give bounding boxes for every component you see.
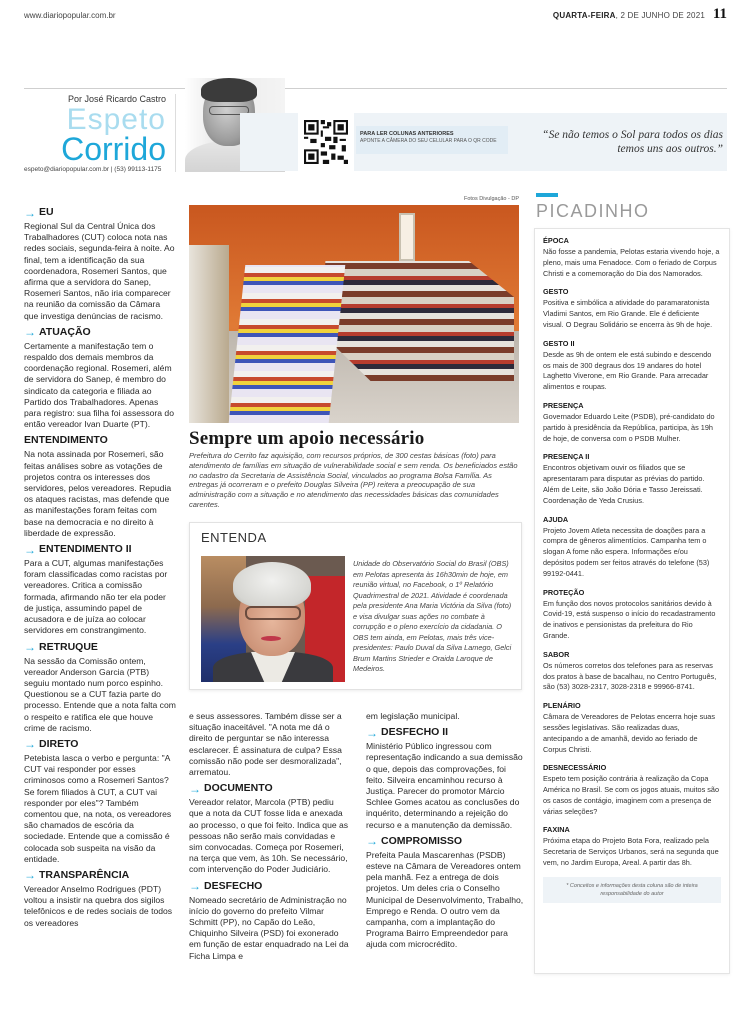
section-body: Para a CUT, algumas manifestações foram classificadas como racistas por vereadores. Critica a comissão formada, afirmando não ter ela poder de justiça, assumindo papel de acusadora e de juíza ao colocar servidores em constrangimento. [24, 558, 168, 636]
feature-photo [189, 205, 519, 423]
feature-headline: Sempre um apoio necessário [189, 428, 425, 449]
picadinho-item [543, 650, 721, 693]
section-heading [24, 738, 176, 751]
picadinho-item-body: Projeto Jovem Atleta necessita de doações para a compra de gêneros alimentícios. Campanha tem o slogan A fome não espera. Informações e/ou depósitos podem ser feitos através do telefone (53) 99192-0441. [543, 525, 710, 578]
section-body: Ministério Público ingressou com representação indicando a sua demissão o que, depois das comprovações, foi feito. Silveira encaminhou recurso à Justiça. Parecer do promotor Márcio Schlee Gomes acatou as conclusões do inquérito, determinando a rejeição do recurso e a manutenção da demissão. [366, 741, 523, 830]
picadinho-header [534, 193, 730, 222]
disclaimer-note: * Conceitos e informações desta coluna são de inteira responsabilidade do autor [543, 877, 721, 903]
picadinho-item [543, 401, 721, 444]
section-heading [189, 782, 349, 795]
section-heading [366, 835, 526, 848]
picadinho-item-body: Câmara de Vereadores de Pelotas encerra hoje suas sessões legislativas. São realizadas duas, antecipando a de amanhã, devido ao feriado de Corpus Christi. [543, 712, 715, 754]
entenda-text: Unidade do Observatório Social do Brasil (OBS) em Pelotas apresenta às 16h30min de hoje, em reunião virtual, no Facebook, o 1º Relatório Quadrimestral de 2021. Atividade é coordenada pela presidente Ana Maria Victória da Silva (foto) e visa divulgar suas ações no combate à corrupção e o pleno exercício da cidadania. O OBS tem ainda, em Pelotas, mais três vice-presidentes: Paulo Duval da Silva Lamego, Gelci Brum Martins Strieder e Oraida Laroque de Medeiros. [353, 559, 512, 673]
column-3 [366, 711, 526, 955]
section-heading [24, 543, 176, 556]
column-title-line2: Corrido [61, 131, 166, 167]
section-body: Prefeita Paula Mascarenhas (PSDB) esteve na Câmara de Vereadores ontem pela manhã. Fez a entrega de dois projetos. Um deles cria o Conselho Municipal de Desenvolvimento, Trabalho, Emprego e Renda. O outro vem da campanha, com a implantação do Programa Bairro Empreendedor para ajuda com microcrédito. [366, 849, 524, 950]
section-heading [24, 869, 176, 882]
header-divider [24, 88, 727, 89]
section-heading-text: ATUAÇÃO [39, 325, 91, 338]
column-masthead [24, 94, 166, 167]
qr-code[interactable] [298, 113, 354, 171]
picadinho-item-heading: ÉPOCA [543, 236, 569, 245]
section-heading-text: TRANSPARÊNCIA [39, 868, 130, 881]
section-heading-text: DESFECHO [204, 879, 263, 892]
section-heading [366, 726, 526, 739]
picadinho-item [543, 515, 721, 580]
qr-code-icon [304, 120, 348, 164]
picadinho-item-body: Os números corretos dos telefones para as reservas dos pratos à base de bacalhau, no Centro Português, são (53) 3028-2317, 3028-2318 e 99966-8741. [543, 660, 717, 692]
section-heading-text: DOCUMENTO [204, 782, 273, 795]
section-body: Regional Sul da Central Única dos Trabalhadores (CUT) coloca nota nas redes sociais, segunda-feira à noite. Ao final, tem a identificação da sua coordenadora, Rosemeri Santos, que afirma que a servidora do Sanep, Rosemeri Santos, não iria comparecer na reunião da comissão da Câmara que investiga denúncias de racismo. [24, 221, 175, 321]
picadinho-item-body: Em função dos novos protocolos sanitários devido à Covid-19, está suspenso o início do recadastramento de inativos e pensionistas da prefeitura do Rio Grande. [543, 598, 716, 640]
picadinho-item-body: Espeto tem posição contrária à realização da Copa América no Brasil. Se com os jogos atuais, muitos são os casos de contágio, imaginem com a presença de várias seleções? [543, 774, 720, 816]
page-number: 11 [712, 6, 727, 22]
picadinho-items [543, 236, 721, 869]
pull-quote: “Se não temos o Sol para todos os dias temos uns aos outros.” [542, 129, 723, 155]
date: , 2 DE JUNHO DE 2021 [615, 11, 705, 20]
picadinho-item [543, 763, 721, 817]
page-header [24, 8, 727, 28]
arrow-right-icon: → [24, 737, 36, 752]
arrow-right-icon: → [24, 542, 36, 557]
section-body: Nomeado secretário de Administração no início do governo do prefeito Vilmar Schmitt (PP), no Capão do Leão, Chiquinho Silveira (PSD) foi exonerado em função de estar enquadrado na Lei da Ficha Limpa e [189, 894, 349, 961]
picadinho-item [543, 287, 721, 330]
section-heading-text: DESFECHO II [381, 726, 449, 739]
picadinho-item-heading: PROTEÇÃO [543, 587, 585, 597]
picadinho-box [534, 228, 730, 974]
section-body: e seus assessores. Também disse ser a situação inaceitável. "A nota me dá o direito de perguntar se não interessa esclarecer. É assinatura de culpa? Essa comissão não pode ser desmoralizada", arrematou. [189, 711, 342, 778]
section-heading [189, 880, 349, 893]
entenda-photo [201, 556, 345, 682]
section-heading [24, 434, 176, 447]
arrow-right-icon: → [24, 205, 36, 220]
site-url[interactable]: www.diariopopular.com.br [24, 11, 116, 20]
qr-title: PARA LER COLUNAS ANTERIORES [360, 131, 454, 137]
picadinho-item [543, 588, 721, 642]
entenda-title: ENTENDA [201, 530, 267, 545]
section-heading-text: COMPROMISSO [381, 834, 463, 847]
column-2 [189, 711, 349, 966]
section-heading [24, 206, 176, 219]
arrow-right-icon: → [366, 834, 378, 849]
picadinho-title: PICADINHO [536, 201, 650, 221]
accent-bar [536, 193, 558, 197]
picadinho-item-body: Próxima etapa do Projeto Bota Fora, realizado pela Secretaria de Serviços Urbanos, será na segunda que vem, no Jardim Europa, Areal. A partir das 8h. [543, 836, 719, 868]
picadinho-item-body: Governador Eduardo Leite (PSDB), pré-candidato do partido à presidência da República, participa, às 19h de hoje, de conversa com o PSDB Mulher. [543, 411, 715, 443]
section-heading-text: DIRETO [39, 737, 79, 750]
picadinho-item [543, 452, 721, 506]
picadinho-item-body: Desde as 9h de ontem ele está subindo e descendo os mais de 300 degraus dos 19 andares do hotel Laghetto Viverone, em Rio Grande. Para arrecadar alimentos e roupas. [543, 349, 712, 392]
section-body: Petebista lasca o verbo e pergunta: "A CUT vai responder por esses criminosos como a Rosemeri Santos? Se forem filiados à CUT, a CUT vai responder por eles"? Também comentou que, na nota, os vereadores são chamados de escória da sociedade. Entende que a comissão é colocada sob suspeita na visão da entidade. [24, 752, 172, 864]
picadinho-item-heading: AJUDA [543, 514, 569, 524]
byline: Por José Ricardo Castro [67, 94, 166, 104]
picadinho-item-heading: PLENÁRIO [543, 701, 581, 711]
section-heading [24, 641, 176, 654]
picadinho-item-body: Encontros objetivam ouvir os filiados que se apresentaram para disputar as prévias do partido. Além de Leite, são João Dória e Tasso Jereissati. Coordenação de Yeda Crusius. [543, 463, 705, 505]
picadinho-item [543, 825, 721, 868]
picadinho-item-heading: SABOR [543, 649, 570, 659]
section-heading [24, 326, 176, 339]
picadinho-item-heading: PRESENÇA [543, 400, 584, 410]
picadinho-item-heading: DESNECESSÁRIO [543, 763, 607, 773]
author-contact[interactable]: espeto@diariopopular.com.br | (53) 99113-1175 [24, 166, 162, 173]
column-1 [24, 204, 176, 933]
section-body: Na sessão da Comissão ontem, vereador Anderson Garcia (PTB) seguiu montado num porco espinho. Questionou se a CUT fazia parte do processo. Entende que a nota falta com o respeito e ratifica ele que houve crime de racismo. [24, 655, 176, 733]
arrow-right-icon: → [24, 325, 36, 340]
arrow-right-icon: → [24, 868, 36, 883]
column-title-line1: Espeto [66, 103, 166, 136]
section-heading-text: ENTENDIMENTO [24, 434, 108, 447]
section-heading-text: ENTENDIMENTO II [39, 543, 132, 556]
picadinho-item-body: Não fosse a pandemia, Pelotas estaria vivendo hoje, a pleno, mais uma Fenadoce. Com o feriado de Corpus Christi e a comemoração do Dia dos Namorados. [543, 247, 720, 278]
dateline [553, 11, 705, 20]
masthead-divider [175, 94, 176, 172]
section-body: em legislação municipal. [366, 711, 460, 721]
picadinho-item-body: Positiva e simbólica a atividade do paramaratonista Vladimi Santos, em Rio Grande. Ele é deficiente visual. O Degrau Solidário se encerra às 9h de hoje. [543, 298, 713, 329]
picadinho-item-heading: FAXINA [543, 825, 570, 835]
picadinho-item-heading: PRESENÇA II [543, 452, 590, 462]
weekday: QUARTA-FEIRA [552, 11, 616, 20]
section-body: Vereador Anselmo Rodrigues (PDT) voltou a insistir na quebra dos sigilos telefônicos e de redes sociais de todos os vereadores [24, 883, 173, 928]
section-body: Certamente a manifestação tem o respaldo dos demais membros da coordenação regional. Rosemeri, além de servidora do Sanep, é membro do sindicato da categoria e filiada ao Partido dos Trabalhadores. Apenas para registro: sua filha foi assessora do então vereador Ivan Duarte (PT). [24, 340, 174, 430]
qr-instructions [356, 126, 508, 154]
entenda-box [189, 522, 522, 690]
picadinho-item [543, 236, 721, 279]
picadinho-item [543, 701, 721, 755]
arrow-right-icon: → [189, 879, 201, 894]
section-body: Na nota assinada por Rosemeri, são feitas análises sobre as votações de projetos contra os interesses dos servidores, pelos vereadores. Repudia os ataques racistas, mas defende que as manifestações foram feitas com base na democracia e no direito à liberdade de expressão. [24, 449, 172, 538]
arrow-right-icon: → [24, 640, 36, 654]
section-heading-text: RETRUQUE [39, 640, 98, 653]
arrow-right-icon: → [189, 781, 201, 796]
feature-caption: Prefeitura do Cerrito faz aquisição, com recursos próprios, de 300 cestas básicas (foto) para atendimento de famílias em situação de vulnerabilidade social e sem renda. Os beneficiados estão no cadastro da Secretaria de Assistência Social, vinculados ao programa Bolsa Família. As entregas já ocorreram e o prefeito Douglas Silveira (PP) reitera a preocupação de sua administração com a situação e no atendimento das necessidades básicas das comunidades carentes. [189, 451, 518, 509]
photo-credit: Fotos Divulgação - DP [463, 196, 519, 202]
section-body: Vereador relator, Marcola (PTB) pediu que a nota da CUT fosse lida e anexada ao processo, o que foi feito. Indica que as pessoas não serão mais convidadas e sim convocadas. Começa por Rosemeri, na terça que vem, às 10h. Se necessário, com intervenção do Poder Judiciário. [189, 797, 349, 875]
picadinho-item [543, 339, 721, 393]
arrow-right-icon: → [366, 725, 378, 740]
picadinho-item-heading: GESTO [543, 287, 569, 297]
section-heading-text: EU [39, 206, 54, 218]
picadinho-item-heading: GESTO II [543, 338, 575, 348]
qr-subtitle: APONTE A CÂMERA DO SEU CELULAR PARA O QR CODE [360, 138, 497, 144]
